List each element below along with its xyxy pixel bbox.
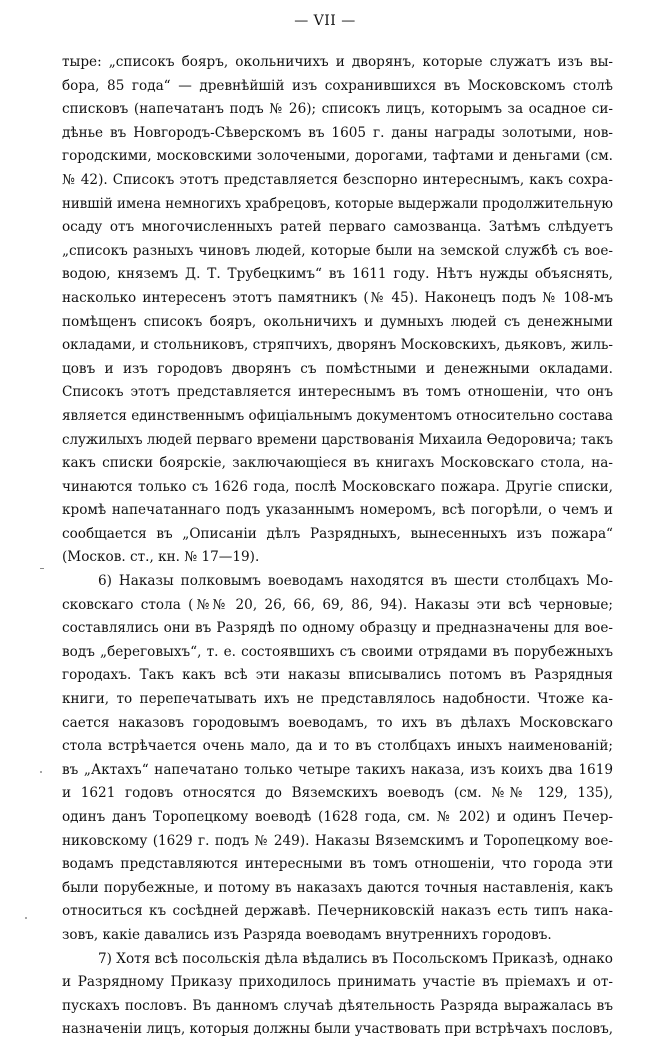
text-line: книги, то перепечатывать ихъ не представлялось надобности. Чтоже ка- xyxy=(62,691,613,708)
text-line: тыре: „списокъ бояръ, окольничихъ и дворянъ, которые служатъ изъ вы- xyxy=(62,54,613,70)
text-line: (Москов. ст., кн. № 17—19). xyxy=(62,549,260,566)
text-line: является единственнымъ офиціальнымъ документомъ относительно состава xyxy=(62,407,613,424)
text-line: сообщается въ „Описаніи дѣлъ Разрядныхъ, вынесенныхъ изъ пожара“ xyxy=(62,525,613,542)
text-line: были порубежные, и потому въ наказахъ даются точныя наставленія, какъ xyxy=(62,879,613,896)
text-line: составлялись они въ Разрядѣ по одному образцу и предназначены для вое- xyxy=(62,620,613,637)
text-line: и Разрядному Приказу приходилось принимать участіе въ пріемахъ и от- xyxy=(62,974,613,991)
text-line: осаду отъ многочисленныхъ ратей перваго самозванца. Затѣмъ слѣдуетъ xyxy=(62,219,613,236)
text-line: нившій имена немногихъ храбрецовъ, которые выдержали продолжительную xyxy=(62,195,613,212)
text-line: № 42). Списокъ этотъ представляется безспорно интереснымъ, какъ сохра- xyxy=(62,171,613,188)
text-line: пускахъ пословъ. Въ данномъ случаѣ дѣятельность Разряда выражалась въ xyxy=(62,997,613,1014)
text-line: 7) Хотя всѣ посольскія дѣла вѣдались въ Посольскомъ Приказѣ, однако xyxy=(98,950,613,967)
body-text xyxy=(62,51,613,1042)
text-line: въ „Актахъ“ напечатано только четыре такихъ наказа, изъ коихъ два 1619 xyxy=(62,761,613,778)
text-line: „списокъ разныхъ чиновъ людей, которые были на земской службѣ съ вое- xyxy=(62,242,613,259)
text-line: назначеніи лицъ, которыя должны были участвовать при встрѣчахъ пословъ, xyxy=(62,1021,613,1038)
text-line: окладами, и стольниковъ, стряпчихъ, дворянъ Московскихъ, дьяковъ, жиль- xyxy=(62,337,613,354)
text-line: Списокъ этотъ представляется интереснымъ въ томъ отношеніи, что онъ xyxy=(62,384,613,401)
text-line: чинаются только съ 1626 года, послѣ Московскаго пожара. Другіе списки, xyxy=(62,478,613,495)
text-line: городскими, московскими золочеными, дорогами, тафтами и деньгами (см. xyxy=(62,148,613,165)
text-line: зовъ, какіе давались изъ Разряда воеводамъ внутреннихъ городовъ. xyxy=(62,926,552,943)
text-line: водамъ представляются интересными въ томъ отношеніи, что города эти xyxy=(62,856,613,873)
text-line: сковскаго стола (№№ 20, 26, 66, 69, 86, 94). Наказы эти всѣ черновые; xyxy=(62,596,613,613)
text-line: стола встрѣчается очень мало, да и то въ столбцахъ иныхъ наименованій; xyxy=(62,738,613,755)
margin-mark xyxy=(40,771,42,773)
text-line: списковъ (напечатанъ подъ № 26); списокъ лицъ, которымъ за осадное си- xyxy=(62,101,613,118)
text-line: 6) Наказы полковымъ воеводамъ находятся въ шести столбцахъ Мо- xyxy=(98,573,613,590)
text-line: одинъ данъ Торопецкому воеводѣ (1628 года, см. № 202) и одинъ Печер- xyxy=(62,809,613,825)
text-line: бора, 85 года“ — древнѣйшій изъ сохранившихся въ Московскомъ столѣ xyxy=(62,77,613,94)
text-line: кромѣ напечатаннаго подъ указаннымъ номеромъ, всѣ погорѣли, о чемъ и xyxy=(62,502,613,519)
margin-mark xyxy=(25,917,27,919)
text-line: насколько интересенъ этотъ памятникъ (№ 45). Наконецъ подъ № 108-мъ xyxy=(62,289,613,306)
margin-mark xyxy=(40,568,44,569)
text-line: и 1621 годовъ относятся до Вяземскихъ воеводъ (см. №№ 129, 135), xyxy=(62,785,613,802)
text-line: цовъ и изъ городовъ дворянъ съ помѣстными и денежными окладами. xyxy=(62,360,613,377)
text-line: помѣщенъ списокъ бояръ, окольничихъ и думныхъ людей съ денежными xyxy=(62,313,613,330)
text-line: городахъ. Такъ какъ всѣ эти наказы вписывались потомъ въ Разрядныя xyxy=(62,667,613,684)
text-line: относиться къ сосѣдней державѣ. Печерниковскій наказъ есть типъ нака- xyxy=(62,903,613,920)
text-line: сается наказовъ городовымъ воеводамъ, то ихъ въ дѣлахъ Московскаго xyxy=(62,714,613,731)
text-line: никовскому (1629 г. подъ № 249). Наказы Вяземскимъ и Торопецкому вое- xyxy=(62,832,613,849)
text-line: какъ списки боярскіе, заключающіеся въ книгахъ Московскаго стола, на- xyxy=(62,455,613,472)
text-line: дѣнье въ Новгородъ-Сѣверскомъ въ 1605 г. даны награды золотыми, нов- xyxy=(62,124,613,141)
text-line: водою, княземъ Д. Т. Трубецкимъ“ въ 1611 году. Нѣтъ нужды объяснять, xyxy=(62,266,613,283)
text-line: служилыхъ людей перваго времени царствованія Михаила Ѳедоровича; такъ xyxy=(62,431,613,448)
page-number: — VII — xyxy=(294,13,356,29)
text-line: водъ „береговыхъ“, т. е. состоявшихъ съ своими отрядами въ порубежныхъ xyxy=(62,643,613,660)
